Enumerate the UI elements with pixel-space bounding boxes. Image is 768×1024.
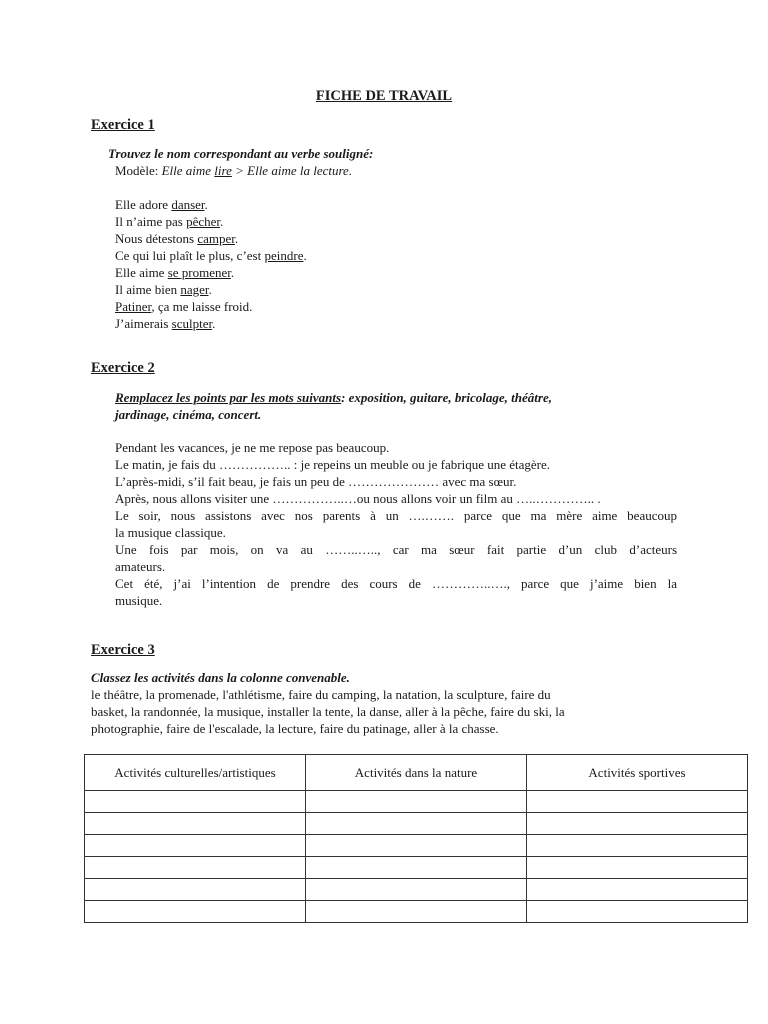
answer-cell[interactable] bbox=[527, 901, 748, 923]
instruction-words: : exposition, guitare, bricolage, théâtre, bbox=[341, 390, 552, 405]
underlined-verb: nager bbox=[180, 282, 209, 297]
exercise-2-text bbox=[115, 439, 677, 609]
table-row bbox=[85, 813, 748, 835]
answer-cell[interactable] bbox=[85, 857, 306, 879]
table-row bbox=[85, 791, 748, 813]
sentence-item: Elle adore danser. bbox=[115, 197, 208, 212]
answer-cell[interactable] bbox=[306, 835, 527, 857]
sentence-item: J’aimerais sculpter. bbox=[115, 316, 216, 331]
answer-cell[interactable] bbox=[527, 813, 748, 835]
answer-cell[interactable] bbox=[527, 791, 748, 813]
exercise-1-sentences bbox=[115, 196, 307, 332]
exercise-3-instruction: Classez les activités dans la colonne convenable. bbox=[91, 670, 350, 685]
answer-cell[interactable] bbox=[85, 901, 306, 923]
table-row bbox=[85, 835, 748, 857]
answer-cell[interactable] bbox=[85, 879, 306, 901]
underlined-verb: camper bbox=[197, 231, 235, 246]
exercise-3-activity-list bbox=[91, 686, 565, 737]
sentence-item: Il n’aime pas pêcher. bbox=[115, 214, 224, 229]
instruction-words-cont: jardinage, cinéma, concert. bbox=[115, 407, 262, 422]
exercise-2-heading: Exercice 2 bbox=[91, 360, 155, 376]
answer-cell[interactable] bbox=[306, 791, 527, 813]
model-verb: lire bbox=[214, 163, 232, 178]
sentence-item: Nous détestons camper. bbox=[115, 231, 239, 246]
text-line: Après, nous allons visiter une ……………..…ou nous allons voir un film au …..………….. . bbox=[115, 491, 601, 506]
answer-cell[interactable] bbox=[527, 857, 748, 879]
table-row bbox=[85, 901, 748, 923]
instruction-lead: Remplacez les points par les mots suivants bbox=[115, 390, 342, 405]
column-header-sports: Activités sportives bbox=[527, 755, 748, 791]
underlined-verb: Patiner bbox=[115, 299, 152, 314]
answer-cell[interactable] bbox=[85, 791, 306, 813]
underlined-verb: sculpter bbox=[171, 316, 213, 331]
activity-list-line: le théâtre, la promenade, l'athlétisme, faire du camping, la natation, la sculpture, faire du bbox=[91, 687, 551, 702]
page-title: FICHE DE TRAVAIL bbox=[315, 88, 453, 104]
answer-cell[interactable] bbox=[306, 901, 527, 923]
text-line: la musique classique. bbox=[115, 525, 226, 540]
model-sentence-b: > Elle aime la lecture. bbox=[231, 163, 353, 178]
answer-cell[interactable] bbox=[306, 879, 527, 901]
activity-list-line: photographie, faire de l'escalade, la lecture, faire du patinage, aller à la chasse. bbox=[91, 721, 499, 736]
model-sentence-a: Elle aime bbox=[161, 163, 215, 178]
text-line: Pendant les vacances, je ne me repose pas beaucoup. bbox=[115, 440, 390, 455]
text-line: amateurs. bbox=[115, 559, 166, 574]
answer-cell[interactable] bbox=[527, 879, 748, 901]
sentence-item: Il aime bien nager. bbox=[115, 282, 212, 297]
column-header-nature: Activités dans la nature bbox=[306, 755, 527, 791]
table-row bbox=[85, 879, 748, 901]
sentence-item: Ce qui lui plaît le plus, c’est peindre. bbox=[115, 248, 307, 263]
exercise-1-heading: Exercice 1 bbox=[91, 117, 155, 133]
sentence-item: Patiner, ça me laisse froid. bbox=[115, 299, 253, 314]
table-row bbox=[85, 857, 748, 879]
column-header-cultural: Activités culturelles/artistiques bbox=[85, 755, 306, 791]
answer-cell[interactable] bbox=[85, 835, 306, 857]
model-label: Modèle: bbox=[115, 163, 162, 178]
text-line: Cet été, j’ai l’intention de prendre des cours de …………..…., parce que j’aime bien la bbox=[115, 576, 677, 591]
exercise-1-instruction: Trouvez le nom correspondant au verbe souligné: bbox=[108, 146, 374, 161]
answer-cell[interactable] bbox=[85, 813, 306, 835]
answer-cell[interactable] bbox=[527, 835, 748, 857]
underlined-verb: danser bbox=[171, 197, 205, 212]
exercise-1-model bbox=[115, 162, 352, 179]
sentence-item: Elle aime se promener. bbox=[115, 265, 235, 280]
text-line: Le matin, je fais du …………….. : je repeins un meuble ou je fabrique une étagère. bbox=[115, 457, 550, 472]
text-line: musique. bbox=[115, 593, 163, 608]
underlined-verb: se promener bbox=[167, 265, 231, 280]
activity-list-line: basket, la randonnée, la musique, installer la tente, la danse, aller à la pêche, faire du ski, la bbox=[91, 704, 565, 719]
text-line: Le soir, nous assistons avec nos parents à un ….……. parce que ma mère aime beaucoup bbox=[115, 508, 677, 523]
answer-cell[interactable] bbox=[306, 857, 527, 879]
underlined-verb: peindre bbox=[264, 248, 304, 263]
exercise-3-heading: Exercice 3 bbox=[91, 642, 155, 658]
text-line: L’après-midi, s’il fait beau, je fais un peu de ………………… avec ma sœur. bbox=[115, 474, 517, 489]
table-header-row bbox=[85, 755, 748, 791]
text-line: Une fois par mois, on va au ……..….., car ma sœur fait partie d’un club d’acteurs bbox=[115, 542, 677, 557]
exercise-2-instruction bbox=[115, 389, 675, 423]
classification-table bbox=[84, 754, 748, 923]
underlined-verb: pêcher bbox=[186, 214, 221, 229]
answer-cell[interactable] bbox=[306, 813, 527, 835]
